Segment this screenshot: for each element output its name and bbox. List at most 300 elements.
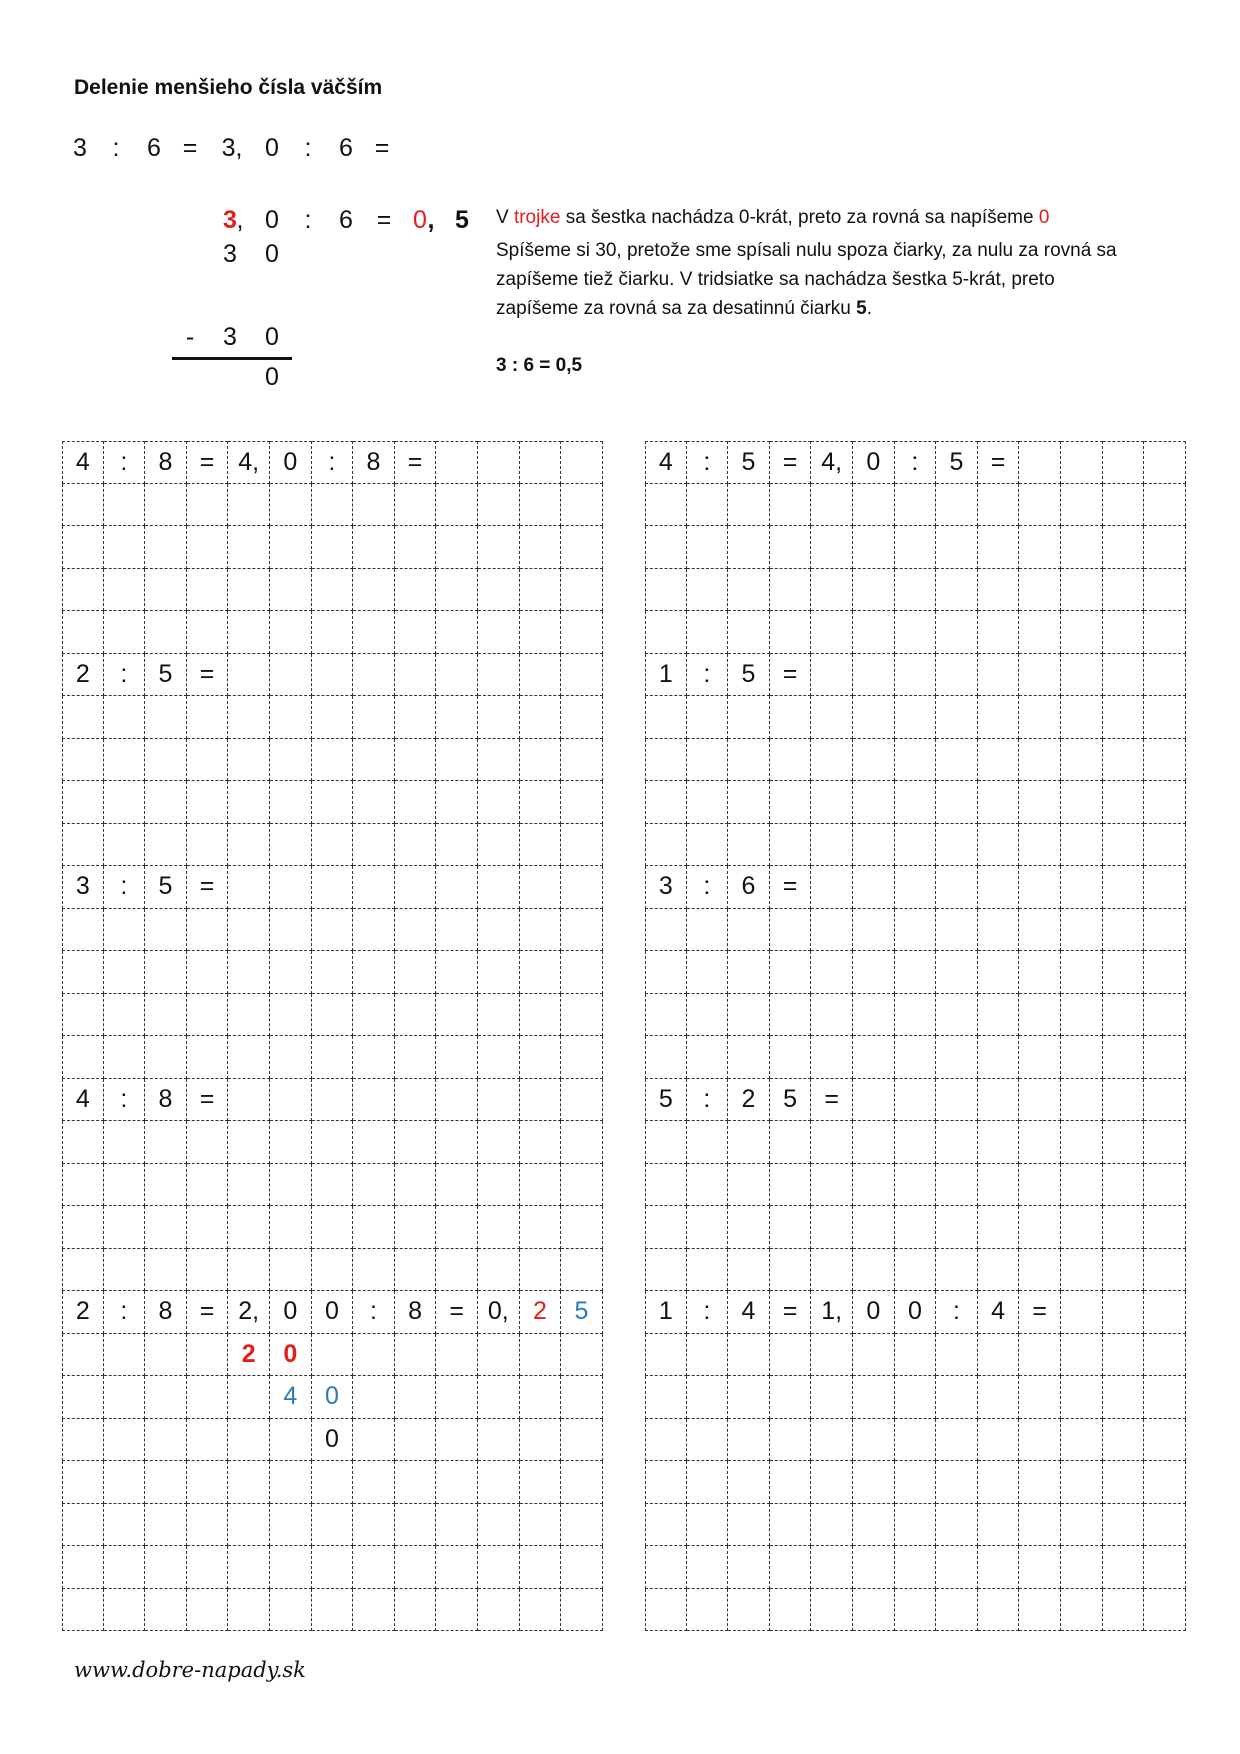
grid-cell[interactable]: =	[187, 1291, 229, 1334]
grid-cell[interactable]	[520, 824, 562, 867]
grid-cell[interactable]: 8	[395, 1291, 437, 1334]
grid-cell[interactable]	[1061, 441, 1103, 484]
grid-cell[interactable]	[270, 1546, 312, 1589]
grid-cell[interactable]	[520, 1164, 562, 1207]
grid-cell[interactable]	[228, 1079, 270, 1122]
grid-cell[interactable]	[936, 611, 978, 654]
grid-cell[interactable]	[478, 866, 520, 909]
grid-cell[interactable]	[853, 1376, 895, 1419]
grid-cell[interactable]: 2,	[228, 1291, 270, 1334]
grid-cell[interactable]	[853, 526, 895, 569]
grid-cell[interactable]: :	[104, 1079, 146, 1122]
grid-cell[interactable]	[645, 994, 687, 1037]
grid-cell[interactable]	[895, 1419, 937, 1462]
grid-cell[interactable]	[1061, 1164, 1103, 1207]
grid-cell[interactable]	[853, 824, 895, 867]
grid-cell[interactable]	[1019, 441, 1061, 484]
grid-cell[interactable]	[1019, 1504, 1061, 1547]
grid-cell[interactable]	[561, 611, 603, 654]
grid-cell[interactable]	[187, 1546, 229, 1589]
grid-cell[interactable]	[395, 1546, 437, 1589]
grid-cell[interactable]	[1103, 1079, 1145, 1122]
grid-cell[interactable]	[228, 1419, 270, 1462]
grid-cell[interactable]	[1144, 1079, 1186, 1122]
grid-cell[interactable]	[104, 611, 146, 654]
grid-cell[interactable]: 0	[853, 1291, 895, 1334]
grid-cell[interactable]	[395, 824, 437, 867]
grid-cell[interactable]	[936, 1334, 978, 1377]
grid-cell[interactable]	[1103, 1249, 1145, 1292]
grid-cell[interactable]	[645, 1546, 687, 1589]
grid-cell[interactable]	[811, 1121, 853, 1164]
grid-cell[interactable]	[436, 569, 478, 612]
grid-cell[interactable]	[1061, 1249, 1103, 1292]
grid-cell[interactable]	[520, 1546, 562, 1589]
grid-cell[interactable]	[936, 1121, 978, 1164]
grid-cell[interactable]	[811, 1504, 853, 1547]
grid-cell[interactable]	[520, 1036, 562, 1079]
grid-cell[interactable]	[520, 951, 562, 994]
grid-cell[interactable]	[978, 1079, 1020, 1122]
grid-cell[interactable]	[520, 994, 562, 1037]
grid-cell[interactable]	[645, 569, 687, 612]
grid-cell[interactable]	[520, 441, 562, 484]
grid-cell[interactable]	[1144, 909, 1186, 952]
grid-cell[interactable]	[687, 1376, 729, 1419]
grid-cell[interactable]	[62, 1546, 104, 1589]
grid-cell[interactable]	[353, 654, 395, 697]
grid-cell[interactable]	[1019, 1461, 1061, 1504]
grid-cell[interactable]	[645, 1164, 687, 1207]
grid-cell[interactable]	[811, 951, 853, 994]
grid-cell[interactable]	[228, 824, 270, 867]
grid-cell[interactable]: 1,	[811, 1291, 853, 1334]
grid-cell[interactable]: =	[811, 1079, 853, 1122]
grid-cell[interactable]	[104, 1036, 146, 1079]
grid-cell[interactable]	[687, 696, 729, 739]
grid-cell[interactable]	[895, 611, 937, 654]
grid-cell[interactable]	[645, 484, 687, 527]
grid-cell[interactable]	[1144, 654, 1186, 697]
grid-cell[interactable]	[1019, 1079, 1061, 1122]
grid-cell[interactable]	[561, 951, 603, 994]
grid-cell[interactable]	[436, 654, 478, 697]
grid-cell[interactable]	[436, 951, 478, 994]
grid-cell[interactable]	[770, 1164, 812, 1207]
grid-cell[interactable]	[811, 1419, 853, 1462]
grid-cell[interactable]	[978, 696, 1020, 739]
grid-cell[interactable]	[853, 781, 895, 824]
grid-cell[interactable]	[436, 1589, 478, 1632]
grid-cell[interactable]	[811, 1589, 853, 1632]
grid-cell[interactable]	[145, 1121, 187, 1164]
grid-cell[interactable]: 5	[561, 1291, 603, 1334]
grid-cell[interactable]	[478, 1376, 520, 1419]
grid-cell[interactable]	[770, 909, 812, 952]
grid-cell[interactable]	[312, 1036, 354, 1079]
grid-cell[interactable]	[62, 1419, 104, 1462]
grid-cell[interactable]	[936, 654, 978, 697]
grid-cell[interactable]	[728, 569, 770, 612]
grid-cell[interactable]	[978, 1334, 1020, 1377]
grid-cell[interactable]	[520, 1249, 562, 1292]
grid-cell[interactable]	[1103, 994, 1145, 1037]
grid-cell[interactable]	[187, 696, 229, 739]
grid-cell[interactable]	[687, 951, 729, 994]
grid-cell[interactable]	[1144, 526, 1186, 569]
grid-cell[interactable]: 2	[520, 1291, 562, 1334]
grid-cell[interactable]	[312, 909, 354, 952]
grid-cell[interactable]	[1061, 1206, 1103, 1249]
grid-cell[interactable]	[145, 1206, 187, 1249]
grid-cell[interactable]	[104, 739, 146, 782]
grid-cell[interactable]	[978, 1249, 1020, 1292]
grid-cell[interactable]	[853, 866, 895, 909]
grid-cell[interactable]: 0	[895, 1291, 937, 1334]
grid-cell[interactable]	[1144, 781, 1186, 824]
grid-cell[interactable]	[353, 526, 395, 569]
grid-cell[interactable]	[353, 951, 395, 994]
grid-cell[interactable]	[770, 569, 812, 612]
grid-cell[interactable]	[728, 484, 770, 527]
grid-cell[interactable]	[645, 739, 687, 782]
grid-cell[interactable]	[561, 569, 603, 612]
grid-cell[interactable]	[145, 824, 187, 867]
grid-cell[interactable]: :	[687, 866, 729, 909]
grid-cell[interactable]	[645, 1419, 687, 1462]
grid-cell[interactable]	[187, 1589, 229, 1632]
grid-cell[interactable]	[1061, 824, 1103, 867]
grid-cell[interactable]	[395, 1334, 437, 1377]
grid-cell[interactable]	[270, 1036, 312, 1079]
grid-cell[interactable]	[270, 611, 312, 654]
grid-cell[interactable]	[728, 1334, 770, 1377]
grid-cell[interactable]	[978, 739, 1020, 782]
grid-cell[interactable]	[1019, 1376, 1061, 1419]
grid-cell[interactable]	[728, 1036, 770, 1079]
grid-cell[interactable]	[1019, 654, 1061, 697]
grid-cell[interactable]	[561, 1249, 603, 1292]
grid-cell[interactable]	[728, 909, 770, 952]
grid-cell[interactable]	[811, 994, 853, 1037]
grid-cell[interactable]	[478, 526, 520, 569]
grid-cell[interactable]	[645, 1121, 687, 1164]
grid-cell[interactable]	[395, 1164, 437, 1207]
grid-cell[interactable]	[1144, 824, 1186, 867]
grid-cell[interactable]	[478, 1079, 520, 1122]
grid-cell[interactable]	[936, 1206, 978, 1249]
grid-cell[interactable]	[62, 611, 104, 654]
grid-cell[interactable]	[1103, 1419, 1145, 1462]
grid-cell[interactable]	[645, 951, 687, 994]
grid-cell[interactable]	[561, 1376, 603, 1419]
grid-cell[interactable]: :	[104, 441, 146, 484]
grid-cell[interactable]	[187, 951, 229, 994]
grid-cell[interactable]	[62, 1206, 104, 1249]
grid-cell[interactable]	[187, 1206, 229, 1249]
grid-cell[interactable]	[561, 441, 603, 484]
grid-cell[interactable]: 0	[270, 1291, 312, 1334]
grid-cell[interactable]	[811, 526, 853, 569]
grid-cell[interactable]	[312, 1589, 354, 1632]
grid-cell[interactable]	[478, 1546, 520, 1589]
grid-cell[interactable]	[520, 484, 562, 527]
grid-cell[interactable]	[728, 526, 770, 569]
grid-cell[interactable]	[187, 1376, 229, 1419]
grid-cell[interactable]	[1019, 1206, 1061, 1249]
grid-cell[interactable]	[1144, 1249, 1186, 1292]
grid-cell[interactable]	[1103, 739, 1145, 782]
grid-cell[interactable]	[62, 1334, 104, 1377]
grid-cell[interactable]	[561, 824, 603, 867]
grid-cell[interactable]	[1061, 1546, 1103, 1589]
grid-cell[interactable]	[728, 1419, 770, 1462]
grid-cell[interactable]	[145, 951, 187, 994]
grid-cell[interactable]	[811, 1206, 853, 1249]
grid-cell[interactable]	[561, 739, 603, 782]
grid-cell[interactable]	[104, 696, 146, 739]
grid-cell[interactable]	[895, 1164, 937, 1207]
grid-cell[interactable]	[353, 866, 395, 909]
grid-cell[interactable]	[62, 569, 104, 612]
grid-cell[interactable]	[145, 1376, 187, 1419]
grid-cell[interactable]	[978, 1164, 1020, 1207]
grid-cell[interactable]	[1103, 1461, 1145, 1504]
grid-cell[interactable]	[1103, 781, 1145, 824]
grid-cell[interactable]	[728, 1164, 770, 1207]
grid-cell[interactable]	[228, 1461, 270, 1504]
grid-cell[interactable]	[104, 1206, 146, 1249]
grid-cell[interactable]	[853, 1036, 895, 1079]
grid-cell[interactable]	[687, 611, 729, 654]
grid-cell[interactable]	[936, 1249, 978, 1292]
grid-cell[interactable]	[520, 611, 562, 654]
grid-cell[interactable]	[1061, 569, 1103, 612]
grid-cell[interactable]	[687, 1249, 729, 1292]
grid-cell[interactable]	[520, 1589, 562, 1632]
grid-cell[interactable]	[187, 1121, 229, 1164]
grid-cell[interactable]	[1144, 1376, 1186, 1419]
grid-cell[interactable]	[895, 1036, 937, 1079]
grid-cell[interactable]	[770, 1461, 812, 1504]
grid-cell[interactable]	[978, 1546, 1020, 1589]
grid-cell[interactable]: 3	[62, 866, 104, 909]
grid-cell[interactable]	[145, 1036, 187, 1079]
grid-cell[interactable]	[1019, 1546, 1061, 1589]
grid-cell[interactable]	[687, 1504, 729, 1547]
grid-cell[interactable]	[687, 1334, 729, 1377]
grid-cell[interactable]	[353, 1589, 395, 1632]
grid-cell[interactable]	[353, 484, 395, 527]
grid-cell[interactable]	[728, 824, 770, 867]
grid-cell[interactable]: 0,	[478, 1291, 520, 1334]
grid-cell[interactable]	[104, 1376, 146, 1419]
grid-cell[interactable]	[978, 654, 1020, 697]
grid-cell[interactable]	[1019, 1164, 1061, 1207]
grid-cell[interactable]	[978, 1419, 1020, 1462]
grid-cell[interactable]	[645, 781, 687, 824]
grid-cell[interactable]	[1061, 654, 1103, 697]
grid-cell[interactable]: 5	[145, 866, 187, 909]
grid-cell[interactable]	[687, 526, 729, 569]
grid-cell[interactable]	[1061, 1291, 1103, 1334]
grid-cell[interactable]	[353, 611, 395, 654]
grid-cell[interactable]: 1	[645, 654, 687, 697]
grid-cell[interactable]	[1019, 611, 1061, 654]
grid-cell[interactable]	[1103, 1546, 1145, 1589]
grid-cell[interactable]	[228, 866, 270, 909]
grid-cell[interactable]	[104, 951, 146, 994]
grid-cell[interactable]	[353, 1546, 395, 1589]
grid-cell[interactable]	[436, 1419, 478, 1462]
grid-cell[interactable]	[1144, 866, 1186, 909]
grid-cell[interactable]	[228, 739, 270, 782]
grid-cell[interactable]	[687, 1206, 729, 1249]
grid-cell[interactable]	[853, 611, 895, 654]
grid-cell[interactable]: 0	[312, 1376, 354, 1419]
grid-cell[interactable]	[1103, 696, 1145, 739]
grid-cell[interactable]	[520, 1419, 562, 1462]
grid-cell[interactable]	[478, 611, 520, 654]
grid-cell[interactable]	[770, 484, 812, 527]
grid-cell[interactable]	[1061, 1589, 1103, 1632]
grid-cell[interactable]	[561, 1419, 603, 1462]
grid-cell[interactable]	[520, 866, 562, 909]
grid-cell[interactable]	[187, 611, 229, 654]
grid-cell[interactable]	[978, 1376, 1020, 1419]
grid-cell[interactable]: =	[978, 441, 1020, 484]
grid-cell[interactable]	[1103, 909, 1145, 952]
grid-cell[interactable]	[62, 994, 104, 1037]
grid-cell[interactable]	[62, 696, 104, 739]
grid-cell[interactable]	[312, 1461, 354, 1504]
grid-cell[interactable]	[312, 781, 354, 824]
grid-cell[interactable]	[645, 1376, 687, 1419]
grid-cell[interactable]	[728, 611, 770, 654]
grid-cell[interactable]	[395, 611, 437, 654]
grid-cell[interactable]	[436, 1546, 478, 1589]
grid-cell[interactable]	[1061, 951, 1103, 994]
grid-cell[interactable]	[1061, 1036, 1103, 1079]
grid-cell[interactable]	[895, 739, 937, 782]
grid-cell[interactable]	[187, 484, 229, 527]
grid-cell[interactable]: 3	[645, 866, 687, 909]
grid-cell[interactable]	[1061, 484, 1103, 527]
grid-cell[interactable]	[436, 1164, 478, 1207]
grid-cell[interactable]: :	[936, 1291, 978, 1334]
grid-cell[interactable]	[1103, 1206, 1145, 1249]
grid-cell[interactable]	[395, 781, 437, 824]
grid-cell[interactable]	[145, 611, 187, 654]
grid-cell[interactable]: 8	[145, 441, 187, 484]
grid-cell[interactable]	[895, 1589, 937, 1632]
grid-cell[interactable]	[104, 1249, 146, 1292]
grid-cell[interactable]	[853, 1249, 895, 1292]
grid-cell[interactable]	[811, 1461, 853, 1504]
grid-cell[interactable]	[270, 696, 312, 739]
grid-cell[interactable]	[104, 1419, 146, 1462]
grid-cell[interactable]	[1144, 484, 1186, 527]
grid-cell[interactable]	[228, 1376, 270, 1419]
grid-cell[interactable]	[270, 526, 312, 569]
grid-cell[interactable]	[978, 1504, 1020, 1547]
grid-cell[interactable]	[936, 1504, 978, 1547]
grid-cell[interactable]	[645, 1504, 687, 1547]
grid-cell[interactable]	[228, 909, 270, 952]
grid-cell[interactable]	[520, 696, 562, 739]
grid-cell[interactable]	[853, 994, 895, 1037]
grid-cell[interactable]	[270, 866, 312, 909]
grid-cell[interactable]	[1144, 696, 1186, 739]
grid-cell[interactable]	[936, 994, 978, 1037]
grid-cell[interactable]	[478, 1206, 520, 1249]
grid-cell[interactable]: :	[687, 1291, 729, 1334]
grid-cell[interactable]	[1103, 951, 1145, 994]
grid-cell[interactable]	[312, 994, 354, 1037]
grid-cell[interactable]	[270, 824, 312, 867]
grid-cell[interactable]	[936, 824, 978, 867]
grid-cell[interactable]	[645, 696, 687, 739]
grid-cell[interactable]	[395, 1206, 437, 1249]
grid-cell[interactable]	[770, 1036, 812, 1079]
grid-cell[interactable]: :	[104, 866, 146, 909]
grid-cell[interactable]	[645, 1334, 687, 1377]
grid-cell[interactable]	[478, 569, 520, 612]
grid-cell[interactable]	[1103, 824, 1145, 867]
grid-cell[interactable]	[353, 1419, 395, 1462]
grid-cell[interactable]	[936, 1419, 978, 1462]
grid-cell[interactable]	[936, 951, 978, 994]
grid-cell[interactable]	[645, 1589, 687, 1632]
grid-cell[interactable]	[1061, 866, 1103, 909]
grid-cell[interactable]	[270, 1589, 312, 1632]
grid-cell[interactable]	[62, 1164, 104, 1207]
grid-cell[interactable]	[687, 909, 729, 952]
grid-cell[interactable]	[312, 1334, 354, 1377]
grid-cell[interactable]	[1061, 739, 1103, 782]
grid-cell[interactable]	[478, 1334, 520, 1377]
grid-cell[interactable]	[187, 1036, 229, 1079]
grid-cell[interactable]	[770, 781, 812, 824]
grid-cell[interactable]	[895, 526, 937, 569]
grid-cell[interactable]	[770, 1334, 812, 1377]
grid-cell[interactable]	[270, 1504, 312, 1547]
grid-cell[interactable]	[811, 1376, 853, 1419]
grid-cell[interactable]	[478, 951, 520, 994]
grid-cell[interactable]: =	[770, 866, 812, 909]
grid-cell[interactable]	[353, 1461, 395, 1504]
grid-cell[interactable]	[478, 781, 520, 824]
grid-cell[interactable]: 4	[270, 1376, 312, 1419]
grid-cell[interactable]	[436, 781, 478, 824]
grid-cell[interactable]	[436, 696, 478, 739]
grid-cell[interactable]: =	[1019, 1291, 1061, 1334]
grid-cell[interactable]	[561, 1079, 603, 1122]
grid-cell[interactable]	[353, 994, 395, 1037]
grid-cell[interactable]	[104, 1589, 146, 1632]
grid-cell[interactable]	[561, 526, 603, 569]
grid-cell[interactable]	[853, 909, 895, 952]
grid-cell[interactable]: =	[187, 441, 229, 484]
grid-cell[interactable]	[187, 1249, 229, 1292]
grid-cell[interactable]: :	[104, 1291, 146, 1334]
grid-cell[interactable]	[853, 1461, 895, 1504]
grid-cell[interactable]	[270, 1419, 312, 1462]
grid-cell[interactable]	[770, 739, 812, 782]
grid-cell[interactable]: 0	[853, 441, 895, 484]
grid-cell[interactable]	[145, 739, 187, 782]
grid-cell[interactable]	[312, 1504, 354, 1547]
